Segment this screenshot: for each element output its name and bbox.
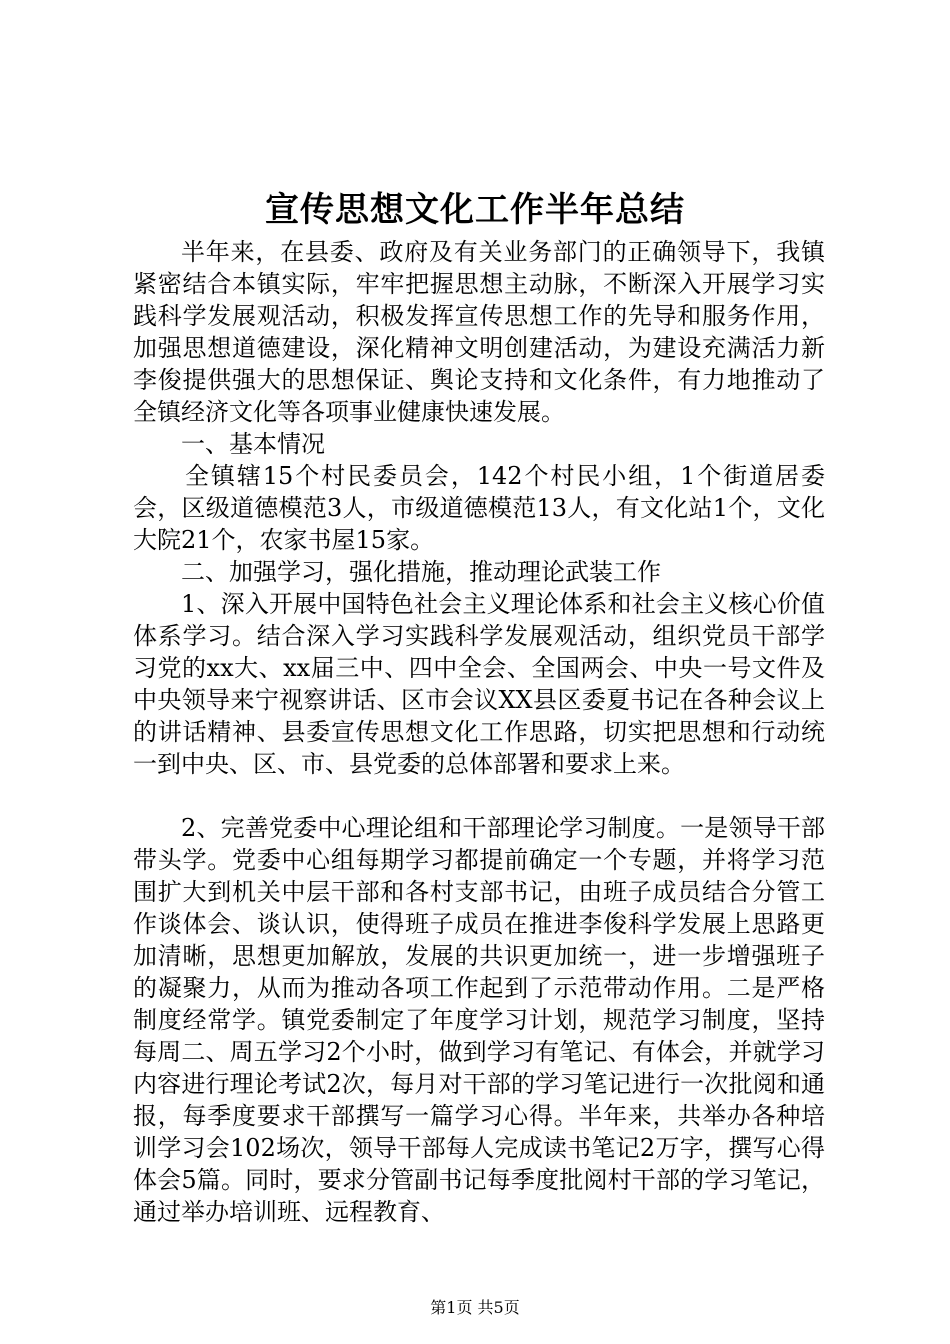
basic-situation-paragraph: 全镇辖15个村民委员会，142个村民小组，1个街道居委会，区级道德模范3人，市级道德模范13人，有文化站1个，文化大院21个，农家书屋15家。 [133, 462, 825, 554]
document-title: 宣传思想文化工作半年总结 [265, 190, 685, 230]
page-number-footer: 第1页 共5页 [430, 1298, 520, 1317]
item-1-paragraph: 1、深入开展中国特色社会主义理论体系和社会主义核心价值体系学习。结合深入学习实践科学发展观活动，组织党员干部学习党的xx大、xx届三中、四中全会、全国两会、中央一号文件及中央领导来宁视察讲话、区市会议XX县区委夏书记在各种会议上的讲话精神、县委宣传思想文化工作思路，切实把思想和行动统一到中央、区、市、县党委的总体部署和要求上来。 [133, 590, 825, 778]
section-heading-1: 一、基本情况 [181, 430, 325, 458]
item-2-paragraph: 2、完善党委中心理论组和干部理论学习制度。一是领导干部带头学。党委中心组每期学习都提前确定一个专题，并将学习范围扩大到机关中层干部和各村支部书记，由班子成员结合分管工作谈体会、谈认识，使得班子成员在推进李俊科学发展上思路更加清晰，思想更加解放，发展的共识更加统一，进一步增强班子的凝聚力，从而为推动各项工作起到了示范带动作用。二是严格制度经常学。镇党委制定了年度学习计划，规范学习制度，坚持每周二、周五学习2个小时，做到学习有笔记、有体会，并就学习内容进行理论考试2次，每月对干部的学习笔记进行一次批阅和通报，每季度要求干部撰写一篇学习心得。半年来，共举办各种培训学习会102场次，领导干部每人完成读书笔记2万字，撰写心得体会5篇。同时，要求分管副书记每季度批阅村干部的学习笔记，通过举办培训班、远程教育、 [133, 814, 825, 1226]
intro-paragraph: 半年来，在县委、政府及有关业务部门的正确领导下，我镇紧密结合本镇实际，牢牢把握思想主动脉，不断深入开展学习实践科学发展观活动，积极发挥宣传思想工作的先导和服务作用，加强思想道德建设，深化精神文明创建活动，为建设充满活力新李俊提供强大的思想保证、舆论支持和文化条件，有力地推动了全镇经济文化等各项事业健康快速发展。 [133, 238, 825, 426]
paragraph-gap [133, 780, 825, 812]
section-heading-2: 二、加强学习，强化措施，推动理论武装工作 [181, 558, 661, 586]
document-body [133, 236, 825, 1228]
